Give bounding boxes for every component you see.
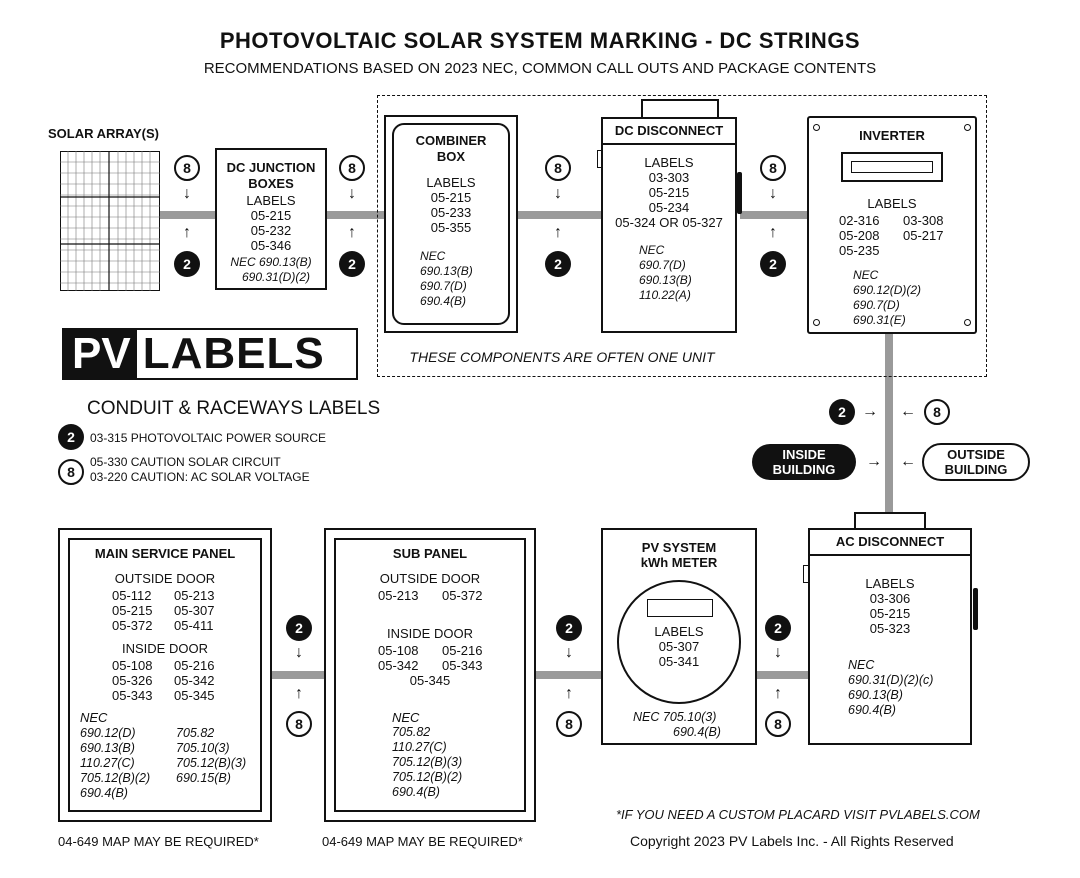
dc-disconnect-top-tab: [641, 99, 719, 119]
one-unit-note: THESE COMPONENTS ARE OFTEN ONE UNIT: [409, 349, 715, 365]
ac-disconnect: [808, 528, 972, 745]
arrow-up-icon: ↑: [565, 685, 573, 702]
sub-inside-label: 05-343: [442, 658, 483, 673]
combiner-title-2: BOX: [436, 149, 466, 164]
inverter-label: 05-217: [903, 228, 944, 243]
main-outside-label: 05-372: [112, 618, 153, 633]
dc-disconnect-labels-head: LABELS: [644, 155, 694, 170]
inverter-nec: 690.12(D)(2): [853, 283, 922, 297]
sub-nec: 705.12(B)(2): [392, 770, 463, 784]
badge-2: 2: [829, 399, 855, 425]
inside-building-tag: [752, 444, 856, 480]
combiner-labels-head: LABELS: [426, 175, 476, 190]
inverter-labels-head: LABELS: [867, 196, 917, 211]
badge-8: 8: [286, 711, 312, 737]
meter-nec: NEC 705.10(3): [633, 710, 717, 724]
main-nec: 690.13(B): [80, 741, 135, 755]
outside-building-line2: BUILDING: [944, 462, 1008, 477]
inverter-title: INVERTER: [859, 128, 925, 143]
legend-badge-8: 8: [58, 459, 84, 485]
inverter-label: 05-235: [839, 243, 880, 258]
dc-disconnect-title: DC DISCONNECT: [603, 119, 735, 145]
legend-heading: CONDUIT & RACEWAYS LABELS: [87, 398, 381, 419]
main-nec: 690.4(B): [80, 786, 128, 800]
badge-2: 2: [174, 251, 200, 277]
junction-nec: NEC 690.13(B): [230, 255, 312, 269]
main-outside-label: 05-215: [112, 603, 153, 618]
page-subtitle: RECOMMENDATIONS BASED ON 2023 NEC, COMMON CALL OUTS AND PACKAGE CONTENTS: [203, 60, 877, 77]
junction-title-1: DC JUNCTION: [226, 160, 316, 175]
arrow-right-icon: →: [862, 403, 878, 420]
ac-disconnect-nec: 690.31(D)(2)(c): [848, 673, 934, 687]
meter-display: [647, 599, 713, 617]
junction-labels-head: LABELS: [246, 193, 296, 208]
sub-inside-label: 05-216: [442, 643, 483, 658]
ac-disconnect-label: 05-323: [869, 621, 911, 636]
inverter: [807, 116, 977, 334]
sub-outside-label: 05-213: [378, 588, 419, 603]
main-nec: 690.15(B): [176, 771, 231, 785]
legend-item-8a: 05-330 CAUTION SOLAR CIRCUIT: [90, 455, 281, 469]
badge-2: 2: [760, 251, 786, 277]
combiner-label: 05-355: [430, 220, 472, 235]
sub-nec: 110.27(C): [392, 740, 447, 754]
main-outside-head: OUTSIDE DOOR: [114, 571, 216, 586]
legend-item-8b: 03-220 CAUTION: AC SOLAR VOLTAGE: [90, 470, 310, 484]
arrow-down-icon: ↓: [295, 644, 303, 661]
badge-2: 2: [286, 615, 312, 641]
dc-junction-box: [215, 148, 327, 290]
ac-disconnect-title: AC DISCONNECT: [810, 530, 970, 556]
arrow-left-icon: ←: [900, 453, 916, 470]
inside-building-line2: BUILDING: [772, 462, 836, 477]
dc-disconnect-nec-head: NEC: [639, 243, 665, 257]
combiner-label: 05-233: [430, 205, 472, 220]
badge-8: 8: [760, 155, 786, 181]
meter-label: 05-307: [658, 639, 700, 654]
combiner-title-1: COMBINER: [415, 133, 487, 148]
junction-label: 05-232: [250, 223, 292, 238]
combiner-label: 05-215: [430, 190, 472, 205]
inverter-display: [841, 152, 943, 182]
main-service-panel: [58, 528, 272, 822]
badge-2: 2: [556, 615, 582, 641]
meter-label: 05-341: [658, 654, 700, 669]
logo-pv: PV: [64, 330, 137, 378]
main-nec: 705.10(3): [176, 741, 230, 755]
main-outside-label: 05-213: [174, 588, 215, 603]
wire-main-sub: [272, 671, 326, 679]
junction-nec: 690.31(D)(2): [241, 270, 311, 284]
badge-2: 2: [765, 615, 791, 641]
wire-sub-meter: [535, 671, 603, 679]
dc-disconnect-nec: 690.13(B): [639, 273, 692, 287]
inverter-label: 03-308: [903, 213, 944, 228]
combiner-nec: 690.7(D): [420, 279, 467, 293]
copyright: Copyright 2023 PV Labels Inc. - All Rights Reserved: [630, 833, 954, 849]
custom-placard-note: *IF YOU NEED A CUSTOM PLACARD VISIT PVLABELS.COM: [616, 807, 980, 822]
arrow-down-icon: ↓: [774, 644, 782, 661]
dc-disconnect-label: 05-215: [648, 185, 690, 200]
sub-panel: [324, 528, 536, 822]
arrow-up-icon: ↑: [774, 685, 782, 702]
main-panel-footer: 04-649 MAP MAY BE REQUIRED*: [58, 834, 259, 849]
arrow-down-icon: ↓: [554, 185, 562, 202]
junction-title-2: BOXES: [248, 176, 294, 191]
arrow-down-icon: ↓: [769, 185, 777, 202]
junction-label: 05-215: [250, 208, 292, 223]
sub-nec: 705.12(B)(3): [392, 755, 463, 769]
sub-panel-title: SUB PANEL: [392, 546, 468, 561]
main-inside-head: INSIDE DOOR: [122, 641, 208, 656]
inside-building-line1: INSIDE: [782, 447, 826, 462]
legend-badge-2: 2: [58, 424, 84, 450]
badge-8: 8: [924, 399, 950, 425]
combiner-nec: 690.4(B): [420, 294, 467, 308]
wire-meter-acdisc: [755, 671, 810, 679]
arrow-up-icon: ↑: [348, 224, 356, 241]
badge-2: 2: [339, 251, 365, 277]
inverter-label: 05-208: [839, 228, 880, 243]
sub-panel-footer: 04-649 MAP MAY BE REQUIRED*: [322, 834, 523, 849]
inverter-nec: 690.31(E): [853, 313, 906, 327]
ac-disconnect-handle: [973, 588, 978, 630]
main-panel-title: MAIN SERVICE PANEL: [94, 546, 236, 561]
solar-array-label: SOLAR ARRAY(S): [48, 126, 159, 141]
wire-array-junction: [160, 211, 216, 219]
main-inside-label: 05-108: [112, 658, 153, 673]
pv-labels-logo: [62, 328, 358, 380]
badge-8: 8: [556, 711, 582, 737]
outside-building-line1: OUTSIDE: [947, 447, 1005, 462]
arrow-left-icon: ←: [900, 403, 916, 420]
page-title: PHOTOVOLTAIC SOLAR SYSTEM MARKING - DC STRINGS: [219, 28, 861, 53]
badge-8: 8: [174, 155, 200, 181]
dc-disconnect-handle: [737, 172, 742, 214]
sub-nec: 705.82: [392, 725, 431, 739]
meter-labels-head: LABELS: [654, 624, 704, 639]
sub-nec-head: NEC: [392, 710, 420, 725]
badge-8: 8: [339, 155, 365, 181]
ac-disconnect-nec-head: NEC: [848, 658, 875, 672]
sub-inside-label: 05-342: [378, 658, 419, 673]
junction-label: 05-346: [250, 238, 292, 253]
main-nec: 110.27(C): [80, 756, 135, 770]
outside-building-tag: [922, 443, 1030, 481]
inverter-label: 02-316: [839, 213, 880, 228]
dc-disconnect: [601, 117, 737, 333]
arrow-up-icon: ↑: [769, 224, 777, 241]
main-outside-label: 05-411: [174, 618, 214, 633]
main-nec-head: NEC: [80, 710, 108, 725]
main-inside-label: 05-343: [112, 688, 153, 703]
arrow-up-icon: ↑: [554, 224, 562, 241]
combiner-nec: 690.13(B): [420, 264, 473, 278]
dc-disconnect-label: 03-303: [648, 170, 690, 185]
sub-inside-label: 05-108: [378, 643, 419, 658]
main-nec: 705.12(B)(2): [80, 771, 151, 785]
sub-outside-label: 05-372: [442, 588, 483, 603]
main-inside-label: 05-326: [112, 673, 153, 688]
main-outside-label: 05-307: [174, 603, 215, 618]
main-outside-label: 05-112: [112, 588, 152, 603]
sub-nec: 690.4(B): [392, 785, 440, 799]
arrow-up-icon: ↑: [295, 685, 303, 702]
main-inside-label: 05-342: [174, 673, 215, 688]
legend-item-2: 03-315 PHOTOVOLTAIC POWER SOURCE: [90, 431, 327, 445]
solar-array-icon: [60, 151, 160, 291]
arrow-down-icon: ↓: [565, 644, 573, 661]
meter-title-1: PV SYSTEM: [641, 540, 717, 555]
sub-inside-label: 05-345: [409, 673, 451, 688]
ac-disconnect-nec: 690.4(B): [848, 703, 896, 717]
dc-disconnect-nec: 110.22(A): [639, 288, 691, 302]
meter-title-2: kWh METER: [640, 555, 718, 570]
kwh-meter: [601, 528, 757, 745]
combiner-nec-head: NEC: [420, 249, 446, 263]
main-nec: 705.82: [176, 726, 215, 740]
main-nec: 690.12(D): [80, 726, 136, 740]
badge-2: 2: [545, 251, 571, 277]
ac-disconnect-nec: 690.13(B): [848, 688, 903, 702]
sub-outside-head: OUTSIDE DOOR: [379, 571, 481, 586]
meter-nec: 690.4(B): [673, 725, 721, 739]
logo-labels: LABELS: [142, 329, 325, 378]
sub-inside-head: INSIDE DOOR: [387, 626, 473, 641]
main-inside-label: 05-345: [174, 688, 215, 703]
ac-disconnect-label: 03-306: [869, 591, 911, 606]
dc-disconnect-nec: 690.7(D): [639, 258, 686, 272]
arrow-down-icon: ↓: [348, 185, 356, 202]
main-nec: 705.12(B)(3): [176, 756, 247, 770]
arrow-down-icon: ↓: [183, 185, 191, 202]
badge-8: 8: [765, 711, 791, 737]
badge-8: 8: [545, 155, 571, 181]
arrow-up-icon: ↑: [183, 224, 191, 241]
arrow-right-icon: →: [866, 453, 882, 470]
dc-disconnect-label: 05-234: [648, 200, 690, 215]
ac-disconnect-labels-head: LABELS: [865, 576, 915, 591]
inverter-nec-head: NEC: [853, 268, 879, 282]
ac-disconnect-label: 05-215: [869, 606, 911, 621]
main-inside-label: 05-216: [174, 658, 215, 673]
dc-disconnect-label: 05-324 OR 05-327: [615, 215, 723, 230]
combiner-box: [384, 115, 518, 333]
inverter-nec: 690.7(D): [853, 298, 900, 312]
